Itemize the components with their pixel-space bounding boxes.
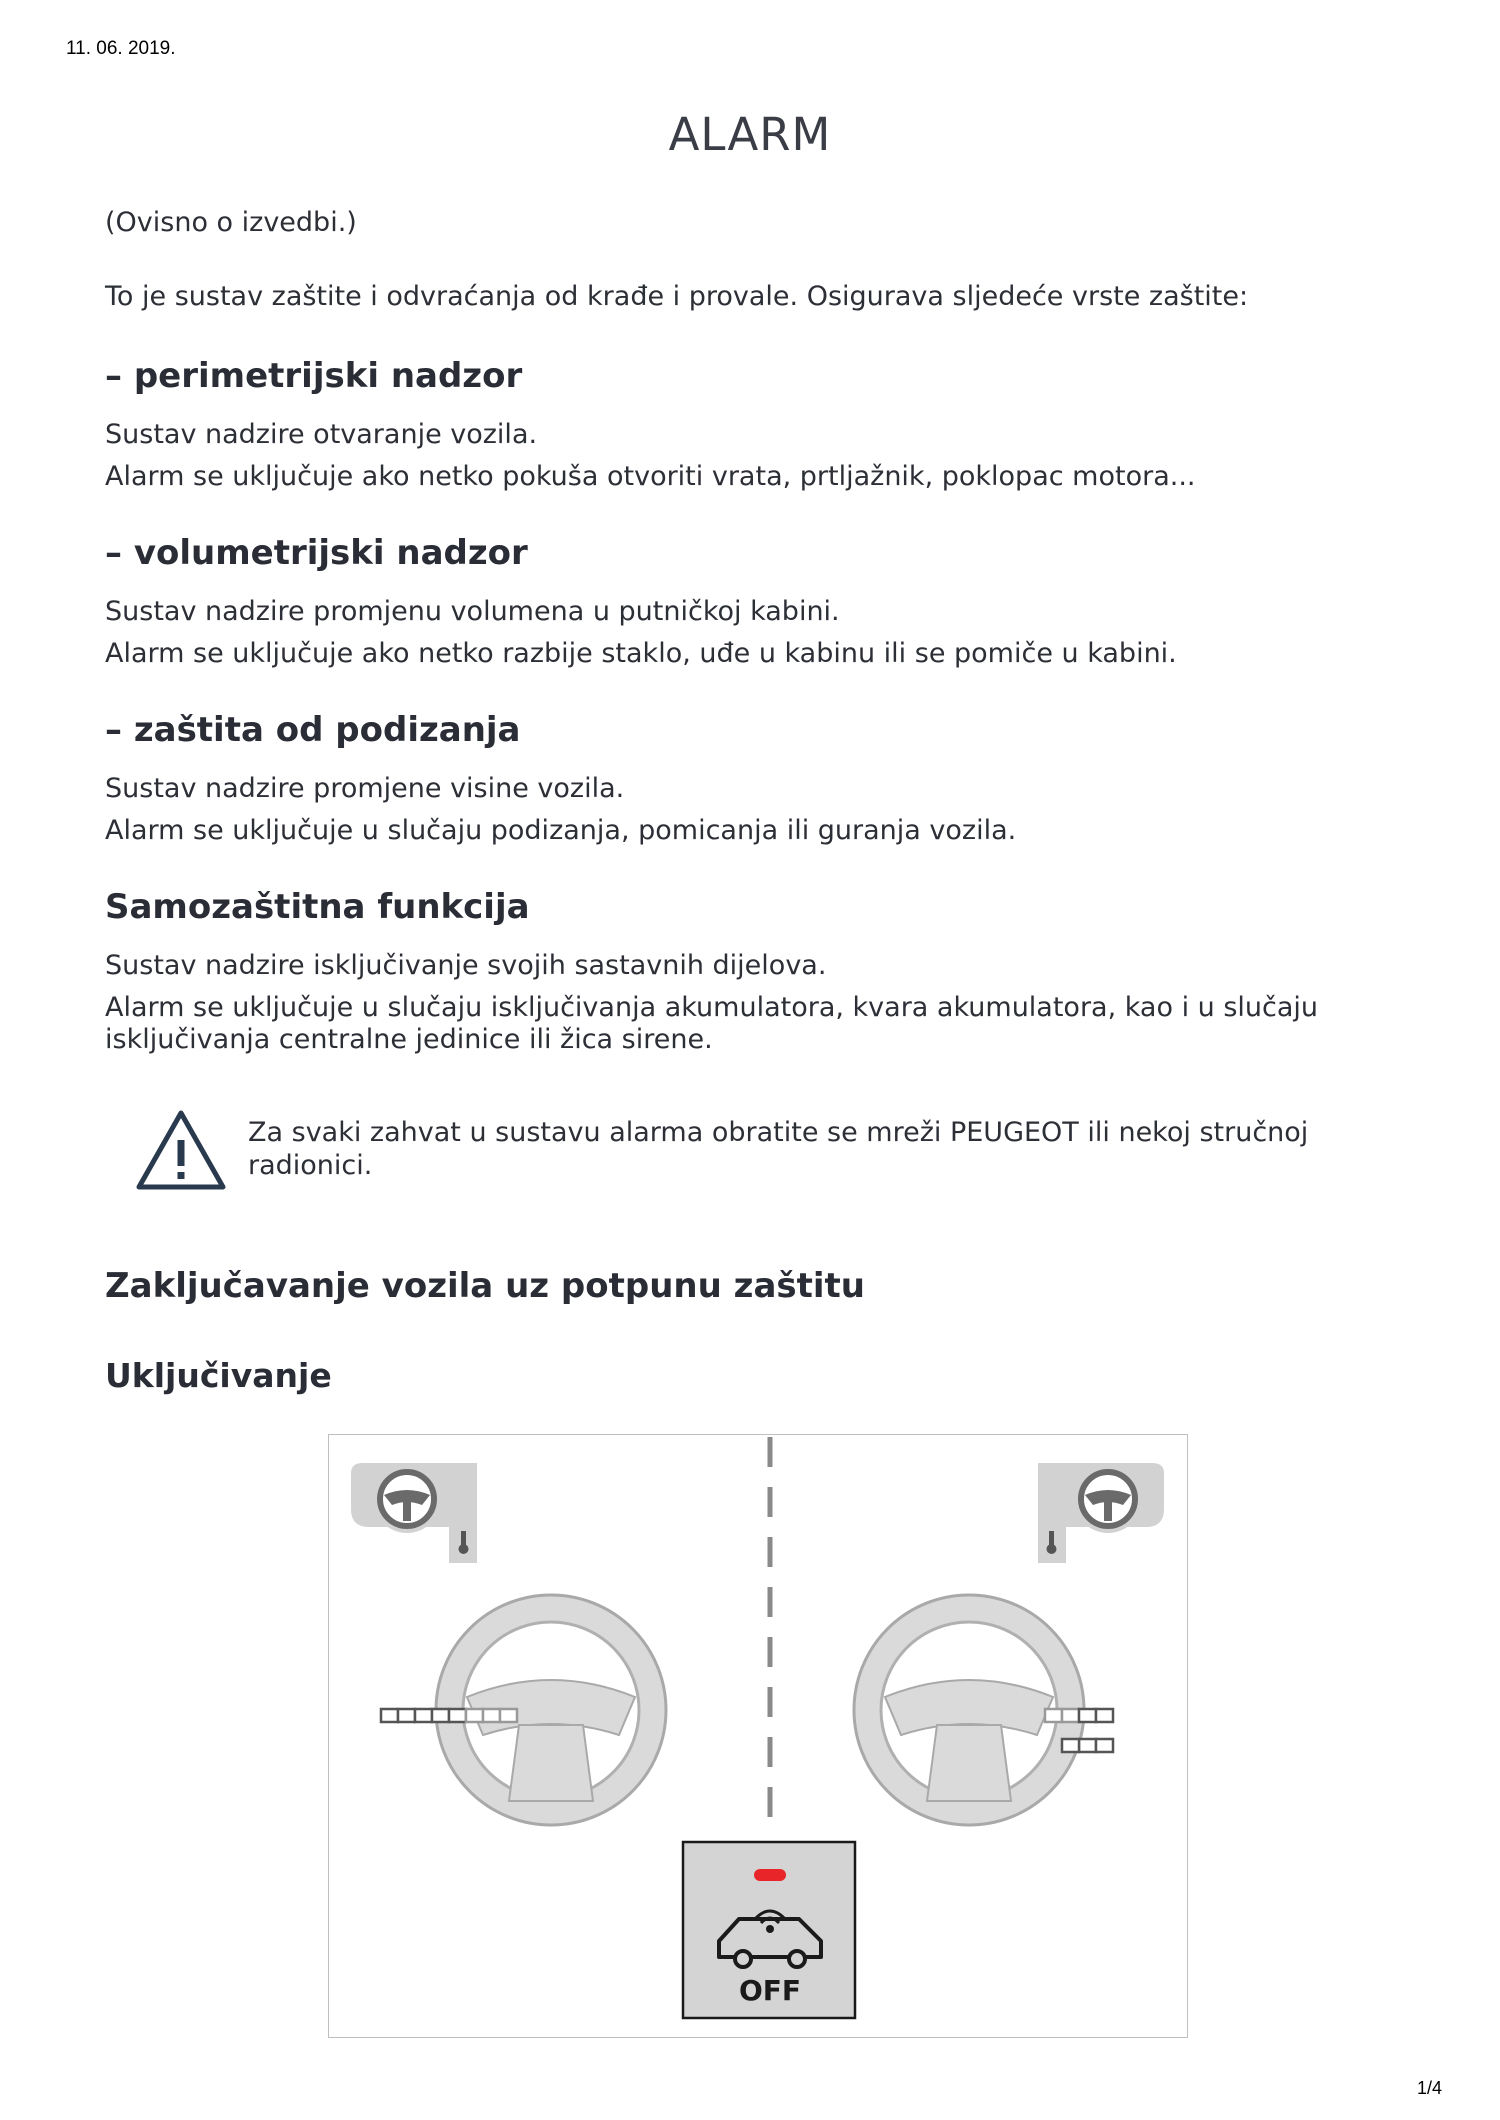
section-heading-perimetric: – perimetrijski nadzor [105, 356, 523, 396]
warning-triangle-icon [135, 1108, 227, 1192]
locking-heading: Zaključavanje vozila uz potpunu zaštitu [105, 1266, 865, 1306]
steering-diagram-figure [328, 1434, 1188, 2038]
alarm-button-label: OFF [738, 1974, 802, 2007]
rhd-small-icon [1038, 1463, 1164, 1563]
section-heading-lift: – zaštita od podizanja [105, 710, 521, 750]
section-text: Sustav nadzire otvaranje vozila. [105, 419, 538, 450]
print-date: 11. 06. 2019. [66, 38, 176, 59]
section-text: Sustav nadzire promjene visine vozila. [105, 773, 625, 804]
section-heading-volumetric: – volumetrijski nadzor [105, 533, 528, 573]
warning-line: radionici. [248, 1150, 373, 1181]
steering-diagram [329, 1435, 1186, 2036]
warning-text [248, 1116, 1308, 1182]
self-protection-text: Alarm se uključuje u slučaju isključivanja akumulatora, kvara akumulatora, kao i u slučaju [105, 992, 1319, 1023]
page-title: ALARM [668, 108, 832, 161]
self-protection-text: isključivanja centralne jedinice ili žica sirene. [105, 1024, 713, 1055]
section-text: Alarm se uključuje ako netko razbije staklo, uđe u kabinu ili se pomiče u kabini. [105, 638, 1177, 669]
page-number: 1/4 [1417, 2078, 1443, 2098]
left-steering-wheel [381, 1595, 666, 1825]
lhd-small-icon [351, 1463, 477, 1563]
warning-line: Za svaki zahvat u sustavu alarma obratite se mreži PEUGEOT ili nekoj stručnoj [248, 1117, 1309, 1148]
right-steering-wheel [854, 1595, 1113, 1825]
self-protection-text: Sustav nadzire isključivanje svojih sastavnih dijelova. [105, 950, 827, 981]
intro-description: To je sustav zaštite i odvraćanja od krađe i provale. Osigurava sljedeće vrste zaštite: [105, 281, 1249, 312]
variant-note: (Ovisno o izvedbi.) [105, 207, 357, 238]
section-text: Alarm se uključuje ako netko pokuša otvoriti vrata, prtljažnik, poklopac motora... [105, 461, 1196, 492]
section-text: Sustav nadzire promjenu volumena u putničkoj kabini. [105, 596, 840, 627]
alarm-indicator-light [754, 1869, 786, 1881]
self-protection-heading: Samozaštitna funkcija [105, 887, 530, 927]
activation-subheading: Uključivanje [105, 1356, 332, 1395]
section-text: Alarm se uključuje u slučaju podizanja, pomicanja ili guranja vozila. [105, 815, 1017, 846]
